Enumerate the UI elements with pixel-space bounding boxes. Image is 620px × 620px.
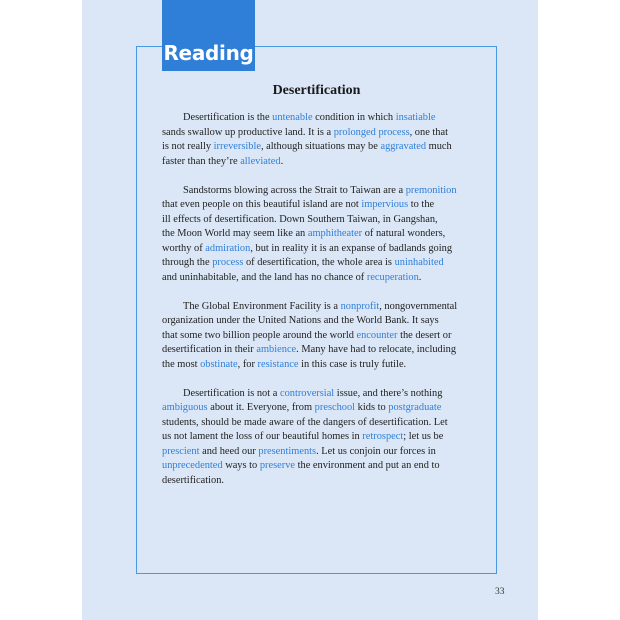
text-run: , but in reality it is an expanse of badlands going [250,242,453,254]
vocab-word: controversial [279,387,335,399]
text-run: issue, and there’s nothing [334,387,443,399]
article-title: Desertification [272,83,361,98]
text-line [162,314,484,329]
text-line [162,140,484,155]
text-run: and uninhabitable, and the land has no chance of [162,271,367,283]
vocab-word: aggravated [380,141,427,152]
text-line [162,387,484,402]
text-line [162,155,484,170]
text-run: Desertification is the [183,112,273,123]
vocab-word: process [212,257,244,268]
text-line [162,445,484,460]
text-run: faster than they’re [162,155,241,167]
text-line [162,271,484,286]
text-line [162,358,484,373]
text-run: , one that [409,126,448,138]
text-run: desertification. [162,474,225,486]
text-line [162,300,484,315]
text-line [162,474,484,489]
text-line [162,329,484,344]
vocab-word: alleviated [240,155,281,167]
vocab-word: amphitheater [307,228,363,239]
text-line [162,227,484,242]
text-run: that even people on this beautiful island are not [162,199,362,210]
text-line [162,198,484,213]
text-line [162,213,484,228]
text-run: worthy of [162,242,206,254]
text-run: ; let us be [403,431,444,442]
text-run: ill effects of desertification. Down Southern Taiwan, in Gangshan, [162,213,438,225]
text-run: of desertification, the whole area is [243,257,395,268]
vocab-word: admiration [205,242,251,254]
text-run: that some two billion people around the world [162,329,357,341]
vocab-word: recuperation [366,271,419,283]
paragraph [162,111,484,169]
text-run: , nongovernmental [379,300,458,312]
vocab-word: postgraduate [388,402,442,413]
paragraph [162,387,484,489]
text-run: , although situations may be [260,141,381,152]
page-number: 33 [495,587,505,597]
text-line [162,343,484,358]
text-run: is not really [162,141,214,152]
text-run: and heed our [199,445,259,457]
text-run: students, should be made aware of the dangers of desertification. Let [162,416,448,428]
article-body [162,111,484,503]
vocab-word: uninhabited [394,257,444,268]
text-line [162,126,484,141]
text-run: sands swallow up productive land. It is a [162,126,334,138]
text-run: . [418,271,422,283]
vocab-word: ambiguous [162,402,208,413]
text-run: through the [162,257,213,268]
text-run: kids to [355,402,389,413]
vocab-word: resistance [257,358,299,370]
vocab-word: untenable [272,112,313,123]
vocab-word: preserve [259,460,296,471]
vocab-word: preschool [314,402,356,413]
text-run: Sandstorms blowing across the Strait to Taiwan are a [183,184,406,196]
vocab-word: encounter [356,329,398,341]
text-run: . Many have had to relocate, including [296,344,457,355]
vocab-word: prescient [162,445,200,457]
text-run: about it. Everyone, from [207,402,315,413]
section-tab-label: Reading [163,41,254,65]
text-line [162,184,484,199]
text-run: of natural wonders, [362,228,446,239]
vocab-word: nonprofit [340,300,380,312]
text-run: in this case is truly futile. [298,358,407,370]
text-run: Desertification is not a [183,387,280,399]
text-line [162,111,484,126]
vocab-word: obstinate [200,358,238,370]
paragraph [162,300,484,373]
vocab-word: prolonged process [333,126,410,138]
text-line [162,430,484,445]
vocab-word: impervious [361,199,409,210]
text-run: desertification in their [162,344,257,355]
text-run: . [280,155,284,167]
text-run: ways to [222,460,260,471]
vocab-word: irreversible [213,141,261,152]
text-run: the desert or [397,329,452,341]
text-run: organization under the United Nations and the World Bank. It says [162,315,439,326]
vocab-word: premonition [405,184,457,196]
paragraph [162,184,484,286]
vocab-word: presentiments [258,445,317,457]
text-run: the environment and put an end to [295,460,440,471]
text-line [162,401,484,416]
text-line [162,256,484,271]
text-line [162,242,484,257]
text-run: the Moon World may seem like an [162,228,308,239]
section-tab [162,0,255,71]
text-line [162,416,484,431]
vocab-word: insatiable [395,112,436,123]
text-run: condition in which [312,112,396,123]
text-line [162,459,484,474]
text-run: the most [162,358,201,370]
vocab-word: unprecedented [162,460,223,471]
text-run: , for [237,358,258,370]
vocab-word: ambience [256,344,297,355]
text-run: to the [408,199,435,210]
vocab-word: retrospect [362,431,404,442]
text-run: . Let us conjoin our forces in [316,445,436,457]
text-run: much [426,141,452,152]
text-run: us not lament the loss of our beautiful homes in [162,431,363,442]
text-run: The Global Environment Facility is a [183,300,341,312]
